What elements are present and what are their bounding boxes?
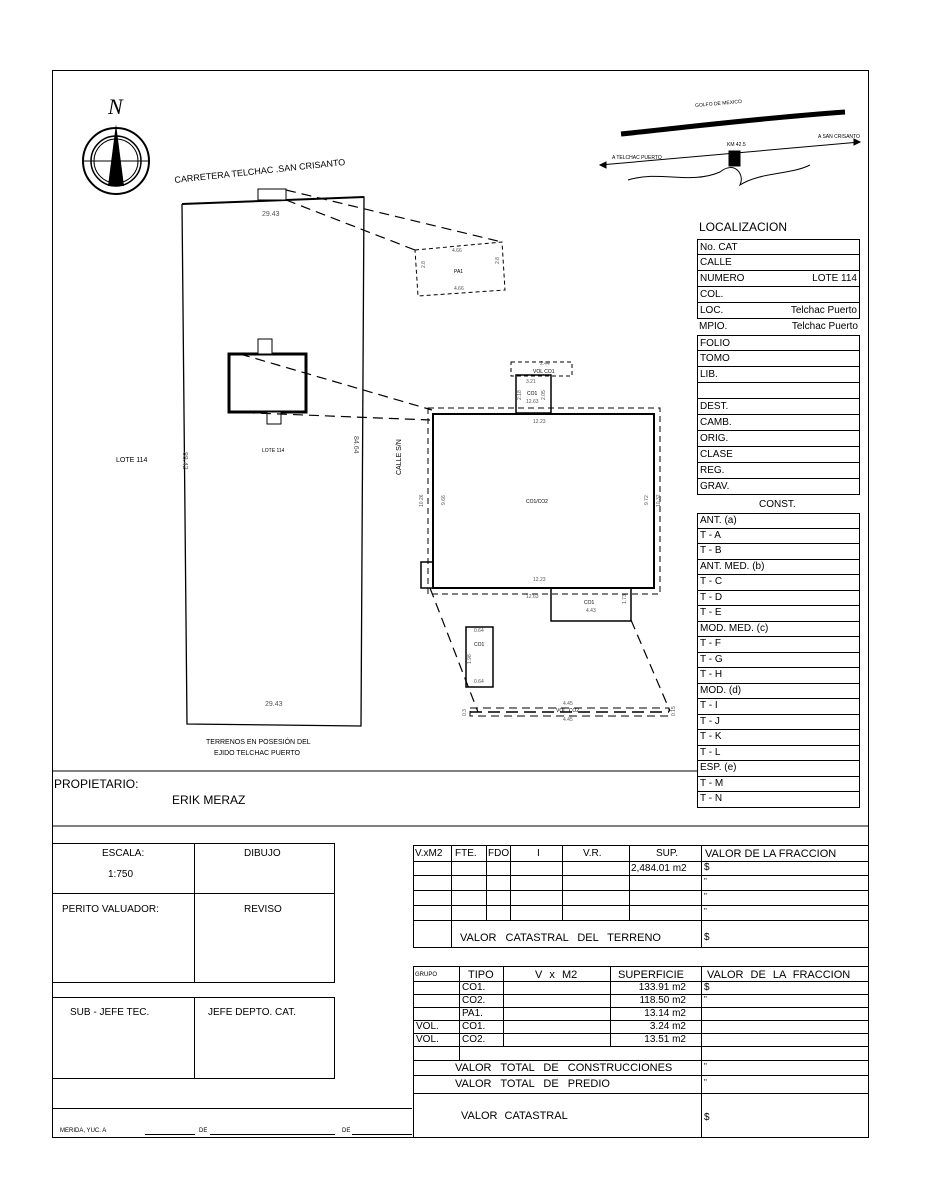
co1-top-label: CO1 <box>527 391 538 397</box>
escala-value: 1:750 <box>108 869 134 880</box>
total-const-mark: " <box>704 1062 707 1071</box>
const-row: T - K <box>697 730 860 746</box>
construccion-sup: 3.24 m2 <box>649 1021 686 1032</box>
de1-label: DE <box>199 1128 208 1134</box>
localizacion-row <box>697 287 860 303</box>
construccion-mark: $ <box>704 982 710 993</box>
const-row: T - C <box>697 575 860 591</box>
total-predio-mark: " <box>704 1078 707 1087</box>
lote-outline <box>182 189 364 726</box>
right-direction-label: A SAN CRISANTO <box>818 134 860 140</box>
catastral-label: VALOR CATASTRAL <box>461 1110 568 1122</box>
co1-small-bottom: 0.64 <box>474 679 484 685</box>
terreno-header: I <box>537 848 540 859</box>
localizacion-row <box>697 399 860 415</box>
table-line <box>486 845 487 920</box>
terreno-sup-value: 2,484.01 m2 <box>631 863 687 874</box>
co1co2-bottom2: 12.63 <box>526 594 539 600</box>
co1-small-h: 1.98 <box>467 654 473 664</box>
co1co2-top: 12.23 <box>533 419 546 425</box>
terreno-fraction-mark: " <box>704 892 707 901</box>
localizacion-row <box>697 303 860 319</box>
terreno-total-mark: $ <box>704 932 710 943</box>
location-map <box>600 112 860 185</box>
const-row: T - F <box>697 637 860 653</box>
total-predio-label: VALOR TOTAL DE PREDIO <box>455 1078 610 1090</box>
localizacion-row <box>697 383 860 399</box>
construccion-tipo: PA1. <box>462 1008 483 1019</box>
localizacion-row-label: GRAV. <box>700 481 730 492</box>
road-label: CARRETERA TELCHAC .SAN CRISANTO <box>173 157 346 185</box>
localizacion-row-label: REG. <box>700 465 725 476</box>
localizacion-row-label: TOMO <box>700 353 730 364</box>
construccion-header: GRUPO <box>415 972 438 978</box>
localizacion-row-label: DEST. <box>700 401 729 412</box>
terreno-header: V.xM2 <box>415 848 443 859</box>
co1co2-bottom: 12.23 <box>533 577 546 583</box>
gulf-label: GOLFO DE MEXICO <box>694 98 743 109</box>
table-line <box>413 875 869 876</box>
terreno-total-label: VALOR CATASTRAL DEL TERRENO <box>460 932 661 944</box>
perito-label: PERITO VALUADOR: <box>62 904 159 915</box>
const-row: T - B <box>697 544 860 560</box>
construccion-sup: 13.14 m2 <box>644 1008 686 1019</box>
terreno-fraction-mark: " <box>704 877 707 886</box>
construccion-tipo: CO2. <box>462 1034 486 1045</box>
km-label: KM 42.5 <box>727 142 746 148</box>
construccion-tipo: CO2. <box>462 995 486 1006</box>
co1-top-width2: 12.63 <box>526 399 539 405</box>
table-line <box>413 1060 869 1061</box>
localizacion-row-label: LOC. <box>700 305 724 316</box>
localizacion-row <box>697 431 860 447</box>
const-row: ANT. (a) <box>697 513 860 529</box>
localizacion-title: LOCALIZACION <box>699 220 788 234</box>
co1co2-left: 9.66 <box>441 495 447 505</box>
co1-small-label: CO1 <box>474 642 485 648</box>
terreno-fraction-mark: " <box>704 907 707 916</box>
table-line <box>701 966 702 1138</box>
dibujo-label: DIBUJO <box>244 848 281 859</box>
localizacion-row-label: COL. <box>700 289 724 300</box>
table-line <box>413 861 869 862</box>
const-row: T - E <box>697 606 860 622</box>
construccion-header: VALOR DE LA FRACCION <box>707 969 851 981</box>
construccion-tipo: CO1. <box>462 1021 486 1032</box>
table-line <box>413 905 869 906</box>
table-line <box>413 890 869 891</box>
const-row: T - J <box>697 715 860 731</box>
const-row: T - H <box>697 668 860 684</box>
co1-top-h-left: 2.18 <box>517 390 523 400</box>
localizacion-row <box>697 319 860 335</box>
terreno-header: FTE. <box>455 848 477 859</box>
const-row: T - A <box>697 529 860 545</box>
localizacion-row <box>697 447 860 463</box>
construccion-sup: 13.51 m2 <box>644 1034 686 1045</box>
const-row: ESP. (e) <box>697 761 860 777</box>
localizacion-row-label: NUMERO <box>700 273 745 284</box>
construccion-header: V x M2 <box>535 969 578 981</box>
table-line <box>413 920 869 921</box>
propietario-name: ERIK MERAZ <box>172 793 246 807</box>
construccion-grupo: VOL. <box>416 1034 439 1045</box>
propietario-label: PROPIETARIO: <box>54 777 139 791</box>
co1co2-right: 9.72 <box>644 495 650 505</box>
localizacion-row <box>697 463 860 479</box>
lote-label: LOTE 114 <box>116 457 148 464</box>
terreno-header: V.R. <box>583 848 602 859</box>
localizacion-row <box>697 239 860 255</box>
vol-co2-top: 4.45 <box>563 701 573 707</box>
const-title: CONST. <box>759 499 796 510</box>
localizacion-row-label: MPIO. <box>699 321 728 332</box>
const-row: T - G <box>697 653 860 669</box>
pa1-top: 4.66 <box>452 248 462 254</box>
localizacion-row <box>697 367 860 383</box>
house-in-lot <box>229 339 306 424</box>
terrenos-line1: TERRENOS EN POSESIÓN DEL <box>206 739 311 746</box>
vol-co2-left: 0.3 <box>462 709 468 716</box>
co1-top-width: 3.21 <box>526 379 536 385</box>
localizacion-row <box>697 479 860 495</box>
vol-co2-label: VOL. CO2 <box>556 708 580 714</box>
pa1-bottom: 4.66 <box>454 286 464 292</box>
const-row: T - N <box>697 792 860 808</box>
co1-top-h-right: 2.05 <box>541 390 547 400</box>
table-line <box>413 1093 869 1094</box>
construccion-sup: 133.91 m2 <box>638 982 686 993</box>
table-line <box>413 1075 869 1076</box>
localizacion-row-label: FOLIO <box>700 338 731 349</box>
jefe-label: JEFE DEPTO. CAT. <box>208 1007 296 1018</box>
pa1-right: 2.8 <box>495 257 501 264</box>
vol-co2-right: 0.15 <box>671 706 677 716</box>
co1co2-label: CO1/CO2 <box>526 499 548 505</box>
co1-right-h: 1.73 <box>622 594 628 604</box>
table-line <box>451 845 452 948</box>
north-label: N <box>108 94 123 119</box>
co1co2-outer-left: 10.26 <box>419 494 425 507</box>
subjefe-label: SUB - JEFE TEC. <box>70 1007 150 1018</box>
table-line <box>459 966 460 1060</box>
const-row: ANT. MED. (b) <box>697 560 860 576</box>
right-length-label: 84.64 <box>352 436 359 454</box>
const-row: T - I <box>697 699 860 715</box>
co1-right-width: 4.43 <box>586 608 596 614</box>
reviso-label: REVISO <box>244 904 282 915</box>
calle-label: CALLE S/N <box>396 439 403 475</box>
total-const-label: VALOR TOTAL DE CONSTRUCCIONES <box>455 1062 673 1074</box>
localizacion-row-value: Telchac Puerto <box>791 321 858 332</box>
left-length-label: 88.42 <box>181 452 188 470</box>
localizacion-row-label: CLASE <box>700 449 733 460</box>
localizacion-row-label: No. CAT <box>700 242 738 253</box>
const-row: MOD. MED. (c) <box>697 622 860 638</box>
construccion-mark: " <box>704 995 707 1004</box>
pa1-label: PA1 <box>454 269 464 275</box>
construccion-sup: 118.50 m2 <box>639 995 686 1006</box>
table-line <box>701 845 702 948</box>
vol-co1-label: VOL CO1 <box>533 369 555 375</box>
left-direction-label: A TELCHAC PUERTO <box>612 155 662 161</box>
catastral-mark: $ <box>704 1112 710 1123</box>
construccion-header: SUPERFICIE <box>618 969 685 981</box>
terrenos-line2: EJIDO TELCHAC PUERTO <box>214 750 300 757</box>
table-line <box>413 1046 869 1047</box>
const-row: T - M <box>697 777 860 793</box>
table-line <box>503 966 504 1046</box>
localizacion-row <box>697 415 860 431</box>
co1-small-top: 0.64 <box>474 628 484 634</box>
top-width-label: 29.43 <box>262 211 280 218</box>
localizacion-row <box>697 351 860 367</box>
north-arrow-icon <box>83 124 149 194</box>
localizacion-row <box>697 335 860 351</box>
localizacion-row <box>697 255 860 271</box>
localizacion-row-label: ORIG. <box>700 433 729 444</box>
localizacion-row-label: CAMB. <box>700 417 732 428</box>
escala-label: ESCALA: <box>102 848 145 859</box>
const-row: T - D <box>697 591 860 607</box>
co1co2-outer-right: 10.32 <box>656 494 662 507</box>
lote-inner-label: LOTE 114 <box>262 448 285 454</box>
terreno-header: SUP. <box>656 848 679 859</box>
localizacion-row-label: CALLE <box>700 257 732 268</box>
table-line <box>629 845 630 920</box>
de2-label: DE <box>342 1128 351 1134</box>
vol-co1-width: 2.44 <box>540 361 550 367</box>
construccion-tipo: CO1. <box>462 982 486 993</box>
terreno-header: FDO. <box>488 848 512 859</box>
terreno-fraction-mark: $ <box>704 862 710 873</box>
const-row: MOD. (d) <box>697 684 860 700</box>
terreno-header: VALOR DE LA FRACCION <box>705 848 837 860</box>
table-line <box>413 845 869 846</box>
localizacion-row-value: LOTE 114 <box>812 273 857 284</box>
localizacion-row-label: LIB. <box>700 369 718 380</box>
merida-label: MERIDA, YUC. A <box>60 1128 107 1134</box>
construccion-grupo: VOL. <box>416 1021 439 1032</box>
localizacion-row <box>697 271 860 287</box>
pa1-left: 2.8 <box>421 261 427 268</box>
localizacion-row-value: Telchac Puerto <box>790 305 857 316</box>
table-line <box>562 845 563 920</box>
bottom-width-label: 29.43 <box>265 701 283 708</box>
const-row: T - L <box>697 746 860 762</box>
construccion-header: TIPO <box>468 969 494 981</box>
vol-co2-bottom: 4.45 <box>563 717 573 723</box>
co1-right-label: CO1 <box>584 600 595 606</box>
